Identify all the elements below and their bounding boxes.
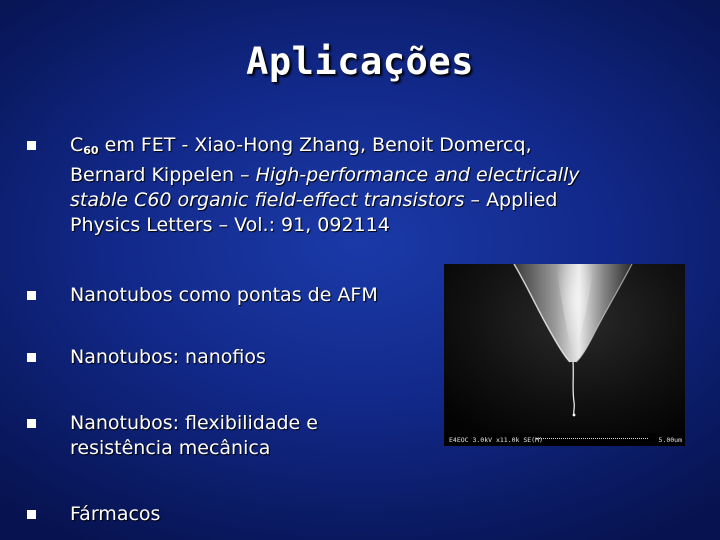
list-item-flexibility: [70, 411, 318, 461]
sem-scale-bar: [536, 438, 648, 440]
sem-caption: E4EOC 3.0kV x11.0k SE(M): [449, 436, 543, 444]
bullet-marker: [27, 141, 36, 150]
list-item-nanowires: Nanotubos: nanofios: [70, 346, 266, 368]
reference-line-1-text: em FET - Xiao-Hong Zhang, Benoit Domercq,: [98, 134, 532, 156]
sem-scale-label: 5.00um: [658, 436, 682, 444]
c60-symbol: C: [70, 134, 84, 156]
reference-item: [70, 133, 580, 238]
reference-line-3: [70, 188, 580, 213]
reference-authors: Bernard Kippelen –: [70, 164, 256, 186]
reference-line-4: Physics Letters – Vol.: 91, 092114: [70, 214, 390, 236]
flexibility-line-2: resistência mecânica: [70, 437, 271, 459]
sem-info-bar: [444, 433, 685, 446]
c60-subscript: 60: [83, 144, 99, 157]
bullet-marker: [27, 291, 36, 300]
sem-micrograph-image: [444, 264, 685, 446]
reference-title-part-2: stable C60 organic field-effect transistors: [70, 189, 465, 211]
reference-journal: – Applied: [464, 189, 558, 211]
flexibility-line-1: Nanotubos: flexibilidade e: [70, 412, 318, 434]
list-item-afm-tips: Nanotubos como pontas de AFM: [70, 284, 378, 306]
bullet-marker: [27, 419, 36, 428]
bullet-marker: [27, 510, 36, 519]
slide-title: Aplicações: [246, 40, 474, 83]
reference-line-2: [70, 163, 580, 188]
reference-title-part-1: High-performance and electrically: [255, 164, 580, 186]
list-item-drugs: Fármacos: [70, 503, 161, 525]
bullet-marker: [27, 353, 36, 362]
afm-tip-illustration: [444, 264, 685, 446]
reference-line-1: [70, 133, 580, 163]
